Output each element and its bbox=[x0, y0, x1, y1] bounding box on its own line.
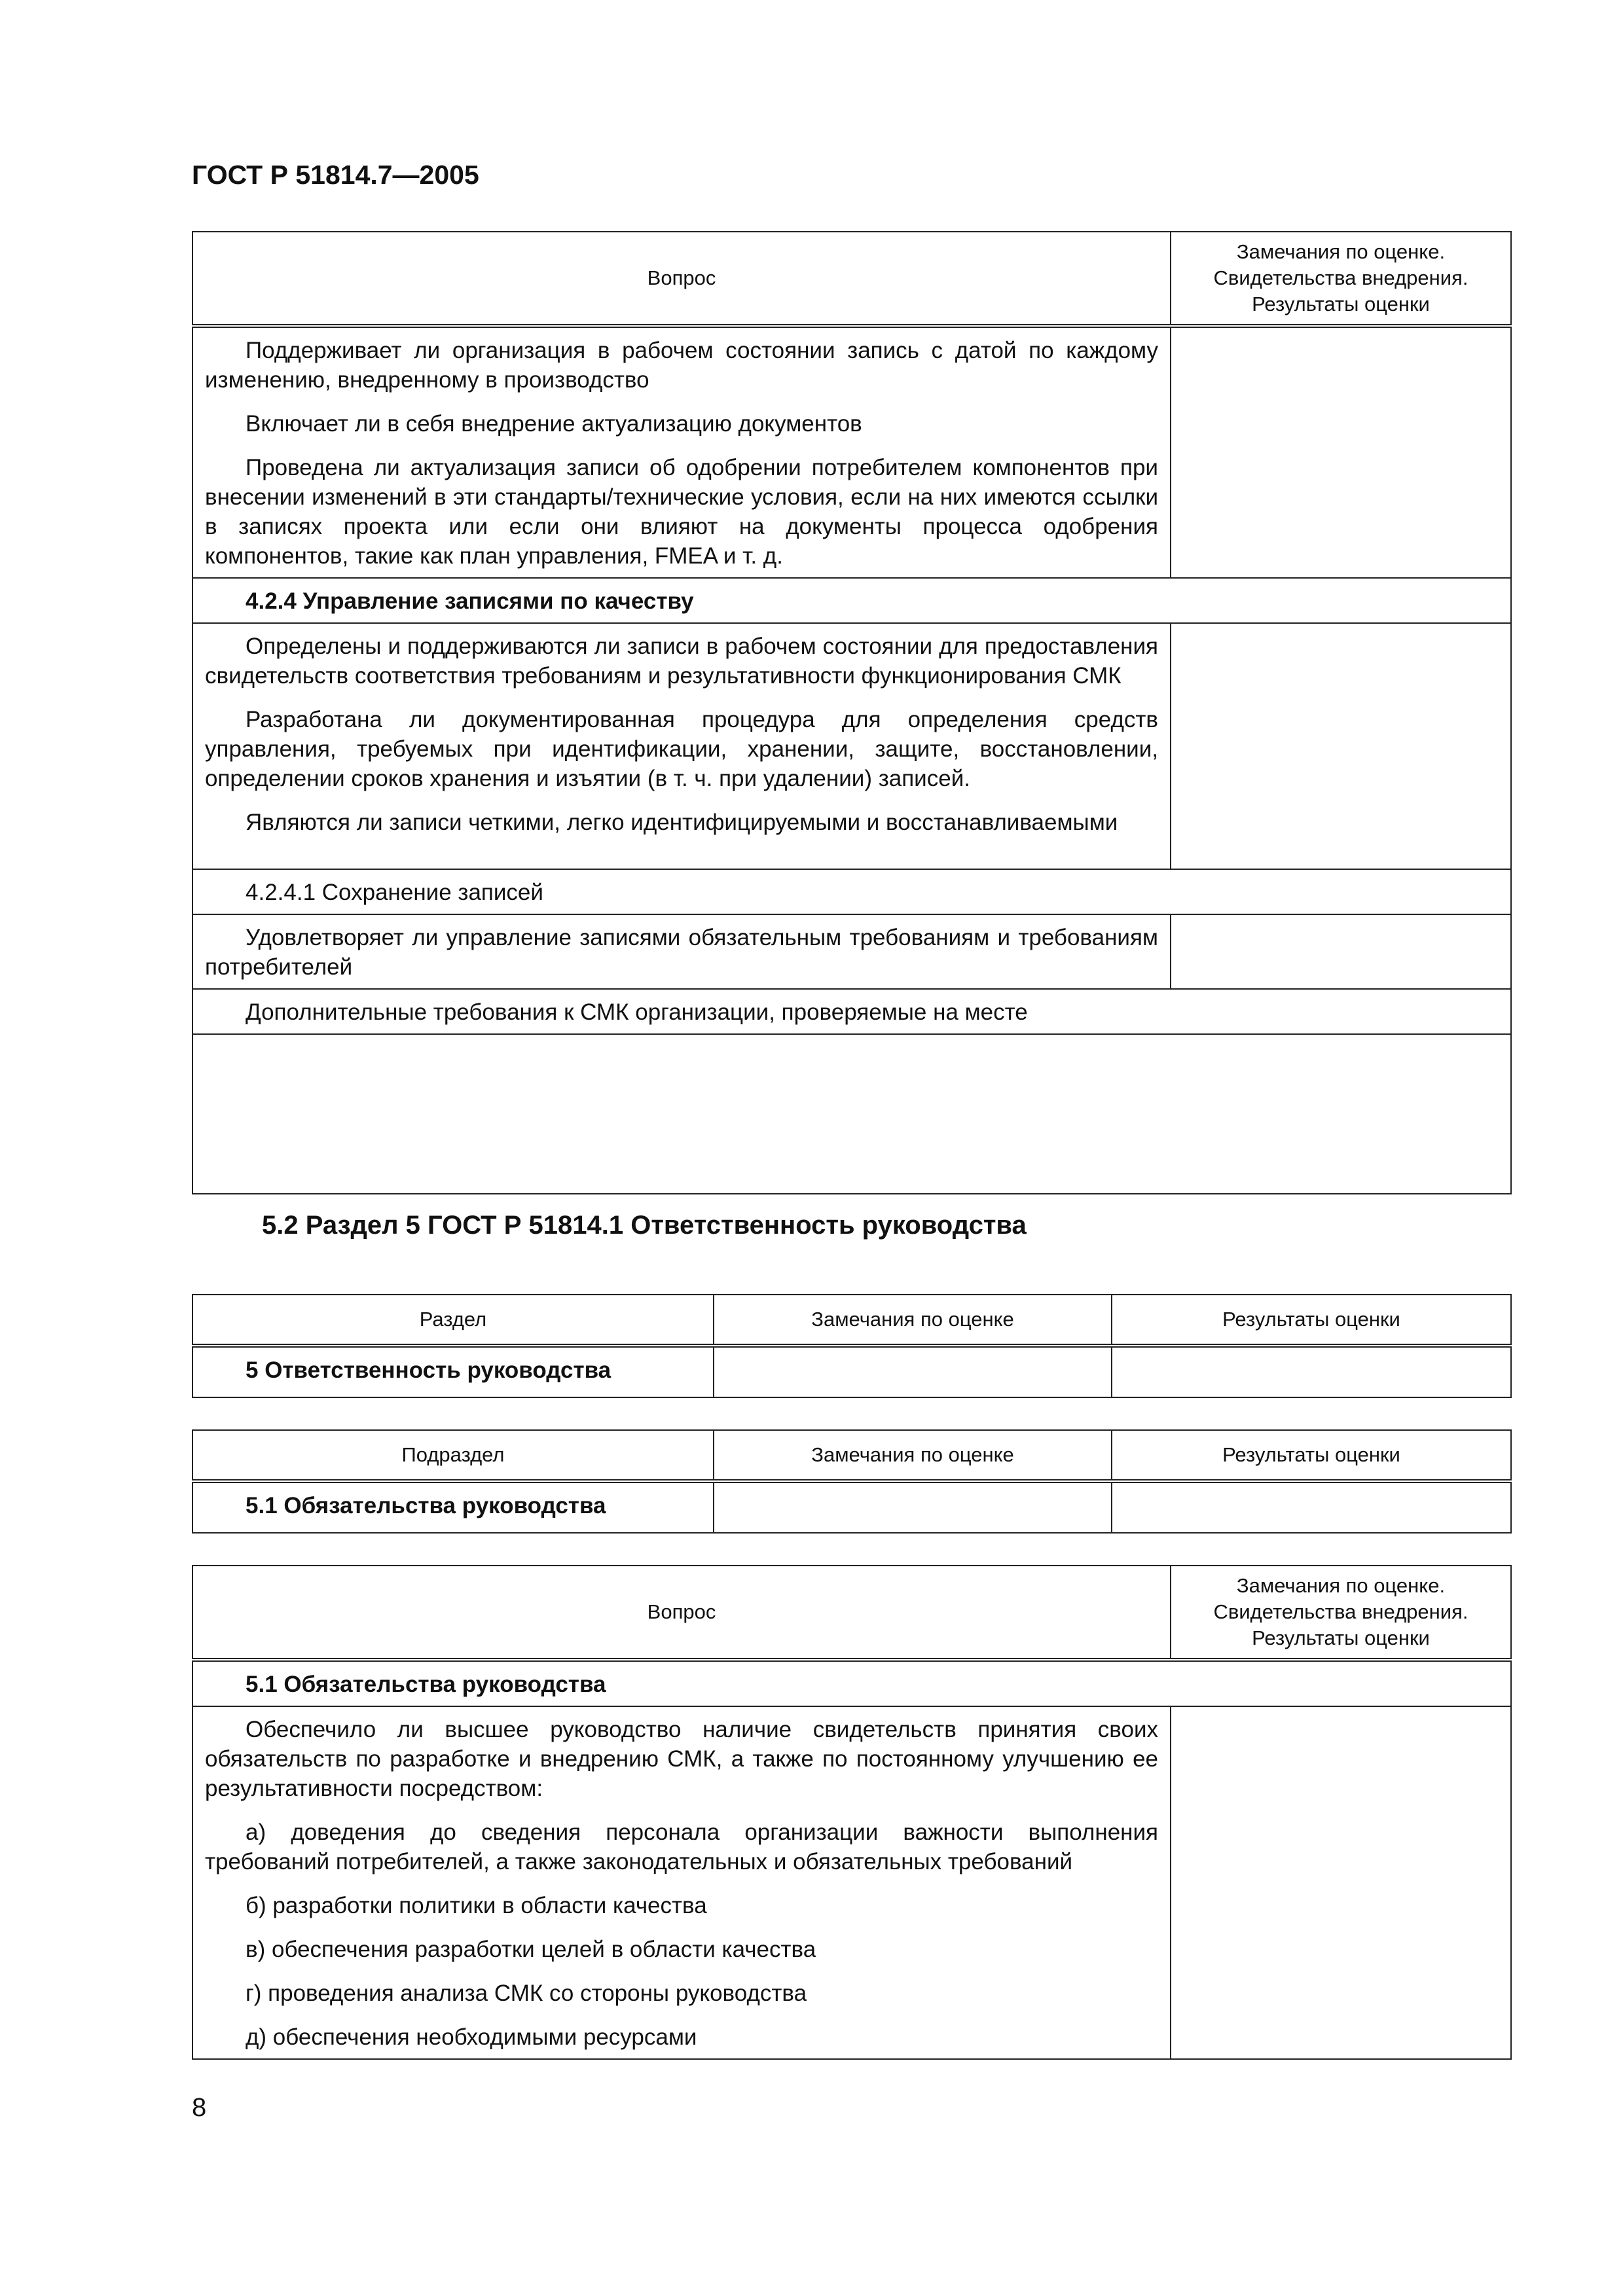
table-row bbox=[192, 1706, 1511, 2059]
remarks-cell[interactable] bbox=[714, 1346, 1112, 1397]
question-item-c: в) обеспечения разработки целей в области качества bbox=[246, 1937, 816, 1962]
additional-requirements-cell[interactable] bbox=[192, 1034, 1511, 1194]
column-header-remarks: Замечания по оценке. Свидетельства внедрения. Результаты оценки bbox=[1171, 232, 1511, 326]
remarks-cell[interactable] bbox=[1171, 623, 1511, 869]
results-cell[interactable] bbox=[1112, 1481, 1511, 1533]
subsection-name: 5.1 Обязательства руководства bbox=[192, 1481, 714, 1533]
column-header-remarks: Замечания по оценке bbox=[714, 1430, 1112, 1481]
question-text: Включает ли в себя внедрение актуализацию документов bbox=[246, 411, 862, 437]
section-title: 5.2 Раздел 5 ГОСТ Р 51814.1 Ответственность руководства bbox=[262, 1211, 1027, 1240]
table-header-row bbox=[192, 1566, 1511, 1660]
question-item-b: б) разработки политики в области качества bbox=[246, 1893, 707, 1918]
section-row bbox=[192, 989, 1511, 1034]
question-item-d: г) проведения анализа СМК со стороны руководства bbox=[246, 1981, 807, 2006]
table-row bbox=[192, 914, 1511, 989]
column-header-results: Результаты оценки bbox=[1112, 1430, 1511, 1481]
question-item-a: а) доведения до сведения персонала организации важности выполнения требований потребителей, а также законодательных и обязательных требований bbox=[205, 1820, 1158, 1874]
question-text: Удовлетворяет ли управление записями обязательным требованиям и требованиям потребителей bbox=[205, 925, 1158, 980]
question-cell bbox=[192, 623, 1171, 869]
column-header-section: Раздел bbox=[192, 1295, 714, 1346]
table-header-row bbox=[192, 232, 1511, 326]
question-cell bbox=[192, 326, 1171, 578]
column-header-remarks: Замечания по оценке. Свидетельства внедрения. Результаты оценки bbox=[1171, 1566, 1511, 1660]
table-header-row bbox=[192, 1430, 1511, 1481]
table-row bbox=[192, 623, 1511, 869]
table-row bbox=[192, 1346, 1511, 1397]
question-text: Разработана ли документированная процедура для определения средств управления, требуемых при идентификации, хранении, защите, восстановлении, определении сроков хранения и изъятии (в т. ч. при удалении) записей. bbox=[205, 707, 1158, 791]
section-row bbox=[192, 578, 1511, 623]
question-text: Являются ли записи четкими, легко идентифицируемыми и восстанавливаемыми bbox=[246, 810, 1118, 835]
document-header: ГОСТ Р 51814.7—2005 bbox=[192, 160, 479, 190]
question-text: Проведена ли актуализация записи об одобрении потребителем компонентов при внесении изменений в эти стандарты/технические условия, если на них имеются ссылки в записях проекта или если они влияют на документы процесса одобрения компонентов, такие как план управления, FMEA и т. д. bbox=[205, 455, 1158, 569]
section-heading-5-1: 5.1 Обязательства руководства bbox=[192, 1660, 1511, 1706]
remarks-cell[interactable] bbox=[1171, 326, 1511, 578]
column-header-subsection: Подраздел bbox=[192, 1430, 714, 1481]
assessment-table-5-1 bbox=[192, 1565, 1512, 2060]
empty-row bbox=[192, 1034, 1511, 1194]
section-heading-4-2-4: 4.2.4 Управление записями по качеству bbox=[192, 578, 1511, 623]
question-item-e: д) обеспечения необходимыми ресурсами bbox=[246, 2024, 697, 2050]
page-number: 8 bbox=[192, 2093, 207, 2122]
table-header-row bbox=[192, 1295, 1511, 1346]
question-cell bbox=[192, 914, 1171, 989]
column-header-question: Вопрос bbox=[192, 232, 1171, 326]
question-text: Обеспечило ли высшее руководство наличие свидетельств принятия своих обязательств по разработке и внедрению СМК, а также по постоянному улучшению ее результативности посредством: bbox=[205, 1717, 1158, 1801]
table-row bbox=[192, 1481, 1511, 1533]
column-header-results: Результаты оценки bbox=[1112, 1295, 1511, 1346]
table-row bbox=[192, 326, 1511, 578]
question-text: Поддерживает ли организация в рабочем состоянии запись с датой по каждому изменению, внедренному в производство bbox=[205, 338, 1158, 393]
assessment-table-4-2 bbox=[192, 231, 1512, 1194]
question-text: Определены и поддерживаются ли записи в рабочем состоянии для предоставления свидетельств соответствия требованиям и результативности функционирования СМК bbox=[205, 634, 1158, 689]
column-header-question: Вопрос bbox=[192, 1566, 1171, 1660]
question-cell bbox=[192, 1706, 1171, 2059]
remarks-cell[interactable] bbox=[1171, 1706, 1511, 2059]
column-header-remarks: Замечания по оценке bbox=[714, 1295, 1112, 1346]
section-row bbox=[192, 1660, 1511, 1706]
section-table bbox=[192, 1294, 1512, 1398]
section-row bbox=[192, 869, 1511, 914]
subsection-table bbox=[192, 1429, 1512, 1534]
remarks-cell[interactable] bbox=[1171, 914, 1511, 989]
section-heading-4-2-4-1: 4.2.4.1 Сохранение записей bbox=[192, 869, 1511, 914]
results-cell[interactable] bbox=[1112, 1346, 1511, 1397]
remarks-cell[interactable] bbox=[714, 1481, 1112, 1533]
additional-requirements-label: Дополнительные требования к СМК организации, проверяемые на месте bbox=[192, 989, 1511, 1034]
section-name: 5 Ответственность руководства bbox=[192, 1346, 714, 1397]
